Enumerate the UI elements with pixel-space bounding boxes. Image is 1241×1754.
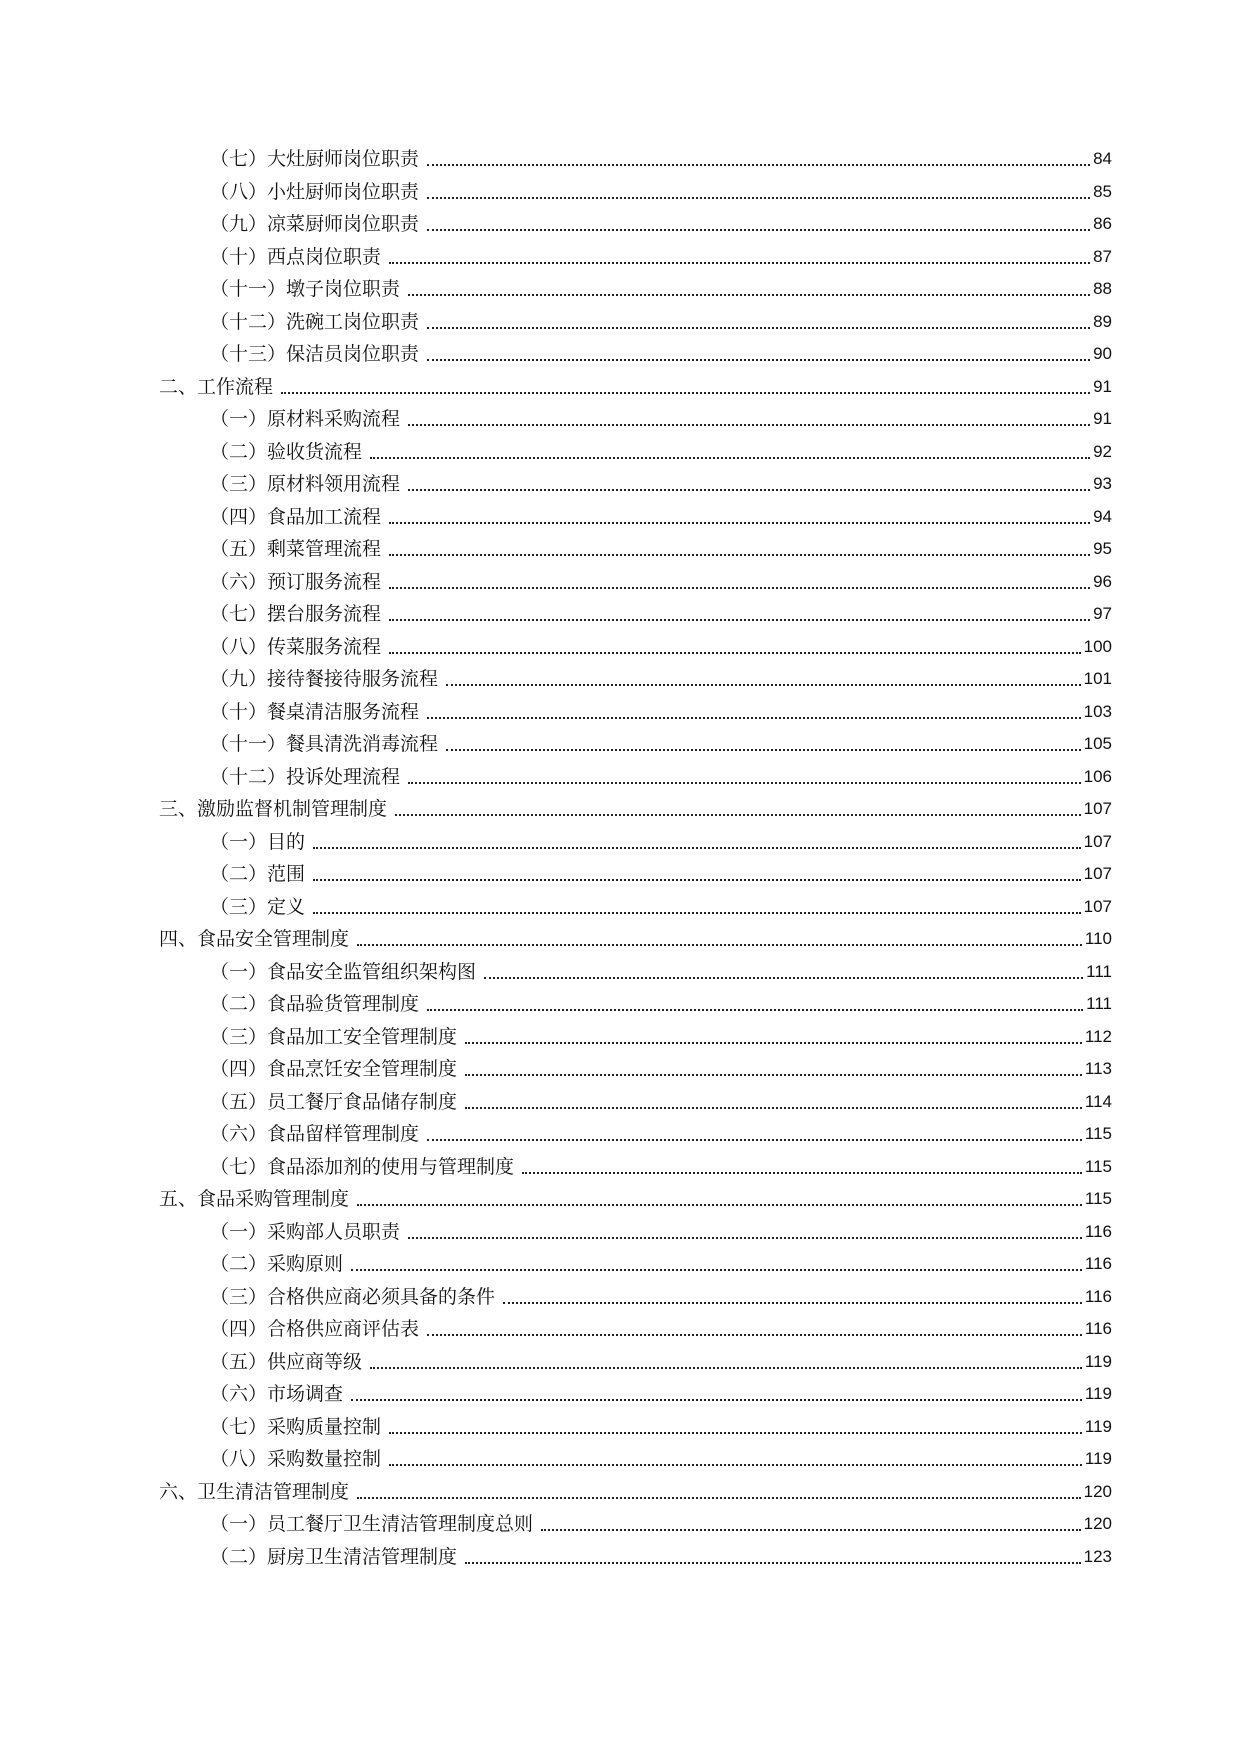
dot-leader	[351, 1383, 1082, 1401]
toc-subsection-entry[interactable]	[0, 571, 1241, 604]
toc-page-number: 107	[1083, 896, 1112, 916]
toc-entry-title: 二、工作流程	[159, 375, 274, 398]
toc-entry-title: （四）食品加工流程	[210, 505, 382, 528]
toc-entry-title: （二）验收货流程	[210, 440, 363, 463]
toc-entry-title: 六、卫生清洁管理制度	[159, 1480, 350, 1503]
toc-page-number: 101	[1083, 669, 1112, 688]
dot-leader	[357, 1481, 1081, 1499]
dot-leader	[357, 1188, 1082, 1206]
toc-entry-title: （二）食品验货管理制度	[210, 993, 420, 1015]
toc-entry-title: （十二）洗碗工岗位职责	[210, 310, 420, 333]
dot-leader	[427, 148, 1090, 166]
toc-page-number: 112	[1084, 1026, 1112, 1046]
toc-page-number: 106	[1083, 766, 1112, 786]
dot-leader	[370, 441, 1090, 459]
toc-entry-title: （二）厨房卫生清洁管理制度	[210, 1545, 458, 1568]
toc-entry-title: （二）范围	[210, 863, 306, 885]
toc-subsection-entry[interactable]	[0, 1253, 1241, 1286]
dot-leader	[351, 1253, 1082, 1271]
toc-entry-title: （十）西点岗位职责	[210, 245, 382, 268]
toc-subsection-entry[interactable]	[0, 603, 1241, 636]
dot-leader	[313, 863, 1081, 881]
dot-leader	[465, 1546, 1081, 1564]
toc-subsection-entry[interactable]	[0, 1351, 1241, 1384]
toc-entry-title: （八）采购数量控制	[210, 1448, 382, 1470]
dot-leader	[408, 473, 1090, 491]
toc-page-number: 114	[1084, 1091, 1112, 1111]
toc-page-number: 111	[1086, 961, 1112, 981]
toc-subsection-entry[interactable]	[0, 1286, 1241, 1319]
dot-leader	[427, 343, 1090, 361]
toc-subsection-entry[interactable]	[0, 311, 1241, 344]
dot-leader	[446, 733, 1081, 751]
toc-page-number: 115	[1084, 1156, 1112, 1176]
toc-entry-title: （十二）投诉处理流程	[210, 765, 401, 788]
toc-page-number: 119	[1084, 1416, 1112, 1436]
dot-leader	[503, 1286, 1082, 1304]
toc-subsection-entry[interactable]	[0, 1091, 1241, 1124]
toc-entry-title: （四）合格供应商评估表	[210, 1318, 420, 1340]
dot-leader	[389, 636, 1081, 654]
toc-entry-title: （六）预订服务流程	[210, 570, 382, 593]
toc-page-number: 119	[1084, 1449, 1112, 1468]
dot-leader	[357, 928, 1082, 946]
toc-section-entry[interactable]	[0, 1481, 1241, 1514]
toc-subsection-entry[interactable]	[0, 1318, 1241, 1351]
toc-subsection-entry[interactable]	[0, 1416, 1241, 1449]
dot-leader	[465, 1058, 1082, 1076]
toc-page-number: 107	[1083, 799, 1112, 818]
toc-entry-title: （七）摆台服务流程	[210, 603, 382, 625]
toc-entry-title: （一）采购部人员职责	[210, 1220, 401, 1243]
toc-page-number: 116	[1084, 1221, 1112, 1241]
dot-leader	[427, 181, 1090, 199]
toc-entry-title: （十）餐桌清洁服务流程	[210, 700, 420, 723]
toc-entry-title: （三）定义	[210, 895, 306, 918]
toc-entry-title: （五）剩菜管理流程	[210, 538, 382, 560]
dot-leader	[541, 1513, 1081, 1531]
toc-entry-title: 五、食品采购管理制度	[159, 1188, 350, 1210]
toc-page-number: 90	[1093, 344, 1112, 363]
toc-subsection-entry[interactable]	[0, 246, 1241, 279]
toc-entry-title: （五）员工餐厅食品储存制度	[210, 1090, 458, 1113]
toc-page-number: 115	[1084, 1124, 1112, 1143]
toc-subsection-entry[interactable]	[0, 1383, 1241, 1416]
toc-subsection-entry[interactable]	[0, 701, 1241, 734]
toc-subsection-entry[interactable]	[0, 441, 1241, 474]
toc-page-number: 91	[1093, 409, 1112, 428]
toc-subsection-entry[interactable]	[0, 733, 1241, 766]
toc-page-number: 116	[1084, 1254, 1112, 1273]
toc-page-number: 95	[1093, 539, 1112, 558]
dot-leader	[389, 246, 1090, 264]
table-of-contents	[0, 148, 1241, 1578]
toc-subsection-entry[interactable]	[0, 863, 1241, 896]
toc-subsection-entry[interactable]	[0, 896, 1241, 929]
dot-leader	[281, 376, 1090, 394]
toc-subsection-entry[interactable]	[0, 1513, 1241, 1546]
toc-section-entry[interactable]	[0, 376, 1241, 409]
toc-page-number: 120	[1083, 1481, 1112, 1501]
dot-leader	[389, 538, 1090, 556]
toc-page-number: 107	[1083, 831, 1112, 851]
toc-subsection-entry[interactable]	[0, 1221, 1241, 1254]
toc-subsection-entry[interactable]	[0, 1156, 1241, 1189]
dot-leader	[389, 603, 1090, 621]
toc-entry-title: （一）原材料采购流程	[210, 408, 401, 430]
toc-entry-title: （十三）保洁员岗位职责	[210, 343, 420, 365]
toc-page-number: 116	[1084, 1286, 1112, 1306]
dot-leader	[408, 278, 1090, 296]
toc-subsection-entry[interactable]	[0, 668, 1241, 701]
toc-page-number: 92	[1093, 441, 1112, 461]
toc-page-number: 105	[1083, 734, 1112, 753]
toc-page-number: 88	[1093, 279, 1112, 298]
dot-leader	[427, 1318, 1082, 1336]
toc-entry-title: （三）合格供应商必须具备的条件	[210, 1285, 496, 1308]
toc-page-number: 93	[1093, 474, 1112, 493]
toc-entry-title: （十一）墩子岗位职责	[210, 278, 401, 300]
toc-subsection-entry[interactable]	[0, 538, 1241, 571]
dot-leader	[313, 831, 1081, 849]
toc-subsection-entry[interactable]	[0, 766, 1241, 799]
toc-page-number: 87	[1093, 246, 1112, 266]
dot-leader	[427, 701, 1081, 719]
dot-leader	[446, 668, 1081, 686]
toc-subsection-entry[interactable]	[0, 148, 1241, 181]
toc-page-number: 111	[1086, 994, 1112, 1013]
dot-leader	[427, 1123, 1082, 1141]
toc-section-entry[interactable]	[0, 1188, 1241, 1221]
toc-entry-title: （八）小灶厨师岗位职责	[210, 180, 420, 203]
toc-section-entry[interactable]	[0, 798, 1241, 831]
toc-entry-title: （一）食品安全监管组织架构图	[210, 960, 477, 983]
toc-entry-title: 三、激励监督机制管理制度	[159, 798, 388, 820]
toc-page-number: 116	[1084, 1319, 1112, 1338]
toc-page-number: 84	[1093, 149, 1112, 168]
toc-entry-title: （九）接待餐接待服务流程	[210, 668, 439, 690]
dot-leader	[389, 1448, 1082, 1466]
toc-page-number: 120	[1083, 1514, 1112, 1533]
toc-page-number: 86	[1093, 214, 1112, 233]
toc-entry-title: （七）食品添加剂的使用与管理制度	[210, 1155, 515, 1178]
toc-entry-title: 四、食品安全管理制度	[159, 928, 350, 950]
toc-page-number: 91	[1093, 376, 1112, 396]
dot-leader	[427, 311, 1090, 329]
dot-leader	[484, 961, 1083, 979]
toc-entry-title: （九）凉菜厨师岗位职责	[210, 213, 420, 235]
dot-leader	[370, 1351, 1082, 1369]
toc-entry-title: （六）市场调查	[210, 1383, 344, 1405]
toc-page-number: 85	[1093, 181, 1112, 201]
toc-page-number: 96	[1093, 571, 1112, 591]
toc-subsection-entry[interactable]	[0, 993, 1241, 1026]
toc-entry-title: （五）供应商等级	[210, 1350, 363, 1373]
toc-subsection-entry[interactable]	[0, 831, 1241, 864]
toc-subsection-entry[interactable]	[0, 1058, 1241, 1091]
dot-leader	[465, 1026, 1082, 1044]
toc-page-number: 107	[1083, 864, 1112, 883]
toc-page-number: 123	[1083, 1546, 1112, 1566]
toc-page-number: 100	[1083, 636, 1112, 656]
dot-leader	[465, 1091, 1082, 1109]
dot-leader	[389, 1416, 1082, 1434]
dot-leader	[408, 766, 1081, 784]
toc-entry-title: （八）传菜服务流程	[210, 635, 382, 658]
toc-entry-title: （七）采购质量控制	[210, 1415, 382, 1438]
toc-page-number: 89	[1093, 311, 1112, 331]
toc-page-number: 97	[1093, 604, 1112, 623]
toc-page-number: 110	[1084, 929, 1112, 948]
toc-entry-title: （三）原材料领用流程	[210, 473, 401, 495]
toc-page-number: 119	[1084, 1384, 1112, 1403]
toc-entry-title: （三）食品加工安全管理制度	[210, 1025, 458, 1048]
dot-leader	[389, 571, 1090, 589]
toc-subsection-entry[interactable]	[0, 1026, 1241, 1059]
toc-subsection-entry[interactable]	[0, 1448, 1241, 1481]
dot-leader	[427, 213, 1090, 231]
dot-leader	[313, 896, 1081, 914]
toc-subsection-entry[interactable]	[0, 473, 1241, 506]
toc-subsection-entry[interactable]	[0, 213, 1241, 246]
toc-entry-title: （一）员工餐厅卫生清洁管理制度总则	[210, 1513, 534, 1535]
toc-page-number: 94	[1093, 506, 1112, 526]
toc-subsection-entry[interactable]	[0, 278, 1241, 311]
toc-subsection-entry[interactable]	[0, 636, 1241, 669]
dot-leader	[522, 1156, 1082, 1174]
toc-entry-title: （十一）餐具清洗消毒流程	[210, 733, 439, 755]
toc-subsection-entry[interactable]	[0, 506, 1241, 539]
dot-leader	[395, 798, 1081, 816]
toc-page-number: 115	[1084, 1189, 1112, 1208]
toc-entry-title: （四）食品烹饪安全管理制度	[210, 1058, 458, 1080]
toc-entry-title: （二）采购原则	[210, 1253, 344, 1275]
dot-leader	[408, 1221, 1082, 1239]
toc-entry-title: （六）食品留样管理制度	[210, 1123, 420, 1145]
toc-entry-title: （七）大灶厨师岗位职责	[210, 148, 420, 170]
toc-subsection-entry[interactable]	[0, 1546, 1241, 1579]
toc-section-entry[interactable]	[0, 928, 1241, 961]
dot-leader	[427, 993, 1083, 1011]
toc-subsection-entry[interactable]	[0, 181, 1241, 214]
toc-entry-title: （一）目的	[210, 830, 306, 853]
toc-page-number: 113	[1084, 1059, 1112, 1078]
toc-subsection-entry[interactable]	[0, 1123, 1241, 1156]
toc-page-number: 119	[1084, 1351, 1112, 1371]
dot-leader	[408, 408, 1090, 426]
toc-page-number: 103	[1083, 701, 1112, 721]
dot-leader	[389, 506, 1090, 524]
toc-subsection-entry[interactable]	[0, 961, 1241, 994]
toc-subsection-entry[interactable]	[0, 408, 1241, 441]
toc-subsection-entry[interactable]	[0, 343, 1241, 376]
